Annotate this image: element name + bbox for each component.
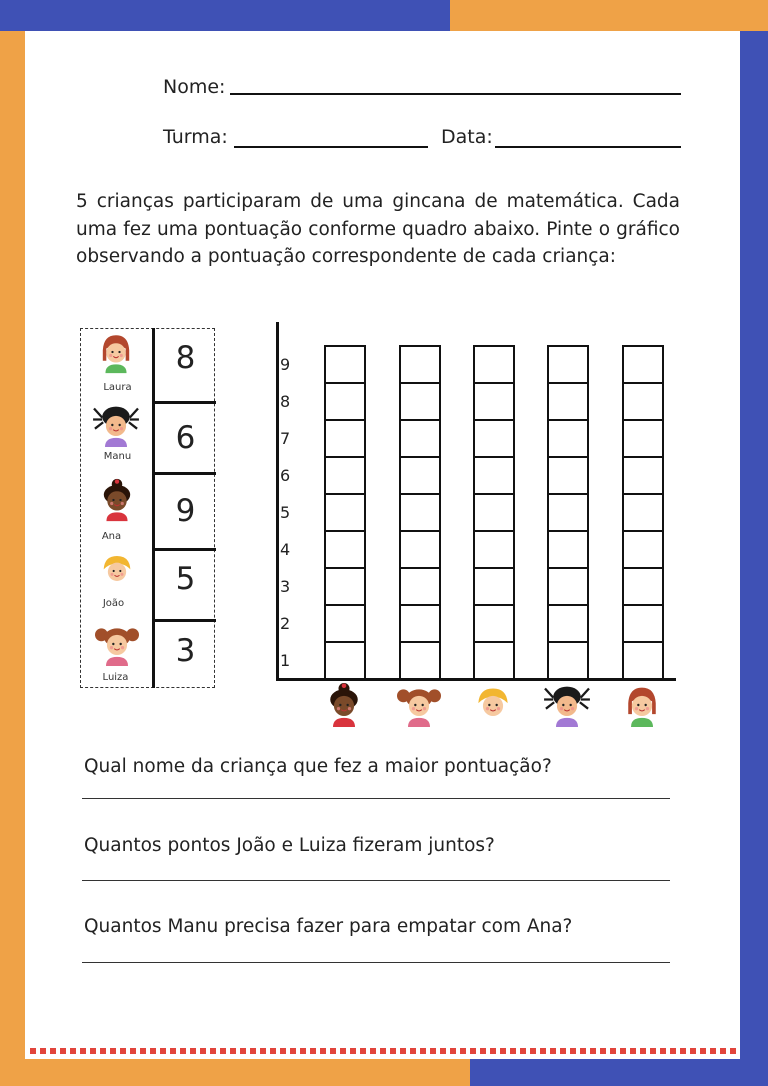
table-row-laura <box>81 330 154 401</box>
border-dash <box>720 1048 726 1054</box>
border-dash <box>460 1048 466 1054</box>
border-dash <box>590 1048 596 1054</box>
bar-cell[interactable] <box>473 641 515 680</box>
bar-cell[interactable] <box>547 641 589 680</box>
y-tick-label: 5 <box>280 503 291 522</box>
border-dash <box>680 1048 686 1054</box>
border-dash <box>280 1048 286 1054</box>
score-value: 8 <box>175 340 196 376</box>
border-dash <box>50 1048 56 1054</box>
border-dash <box>90 1048 96 1054</box>
bar-cell[interactable] <box>473 419 515 458</box>
bar-cell[interactable] <box>324 345 366 384</box>
bar-cell[interactable] <box>399 604 441 643</box>
bar-cell[interactable] <box>547 419 589 458</box>
border-dash <box>520 1048 526 1054</box>
row-divider <box>155 472 216 475</box>
border-dash <box>160 1048 166 1054</box>
border-dash <box>700 1048 706 1054</box>
date-label: Data: <box>441 126 493 148</box>
table-row-manu <box>81 403 154 472</box>
bar-cell[interactable] <box>622 493 664 532</box>
girl-braids-icon <box>543 683 591 727</box>
bar-cell[interactable] <box>547 567 589 606</box>
bar-cell[interactable] <box>547 456 589 495</box>
bar-cell[interactable] <box>622 530 664 569</box>
border-dash <box>210 1048 216 1054</box>
bar-cell[interactable] <box>324 567 366 606</box>
border-dash <box>150 1048 156 1054</box>
boy-blond-hair-icon <box>93 551 141 591</box>
border-dash <box>240 1048 246 1054</box>
border-dash <box>620 1048 626 1054</box>
bottom-orange-band <box>0 1059 470 1086</box>
class-label: Turma: <box>163 126 228 148</box>
child-name: Laura <box>103 382 132 393</box>
bar-cell[interactable] <box>324 456 366 495</box>
bar-cell[interactable] <box>324 419 366 458</box>
border-dash <box>610 1048 616 1054</box>
girl-curly-hair-icon <box>320 683 368 727</box>
border-dash <box>100 1048 106 1054</box>
border-dash <box>660 1048 666 1054</box>
y-tick-label: 9 <box>280 355 291 374</box>
border-dash <box>390 1048 396 1054</box>
border-dash <box>310 1048 316 1054</box>
border-dash <box>70 1048 76 1054</box>
row-divider <box>155 619 216 622</box>
border-dash <box>730 1048 736 1054</box>
bar-cell[interactable] <box>324 493 366 532</box>
bar-cell[interactable] <box>547 493 589 532</box>
border-dash <box>480 1048 486 1054</box>
name-label: Nome: <box>163 76 226 98</box>
bar-cell[interactable] <box>622 641 664 680</box>
border-dash <box>80 1048 86 1054</box>
top-left-blue-band <box>0 0 450 31</box>
border-dash <box>400 1048 406 1054</box>
y-tick-label: 3 <box>280 577 291 596</box>
child-name: João <box>102 598 125 609</box>
border-dash <box>670 1048 676 1054</box>
bar-cell[interactable] <box>622 345 664 384</box>
bar-cell[interactable] <box>399 641 441 680</box>
girl-braids-icon <box>91 403 141 447</box>
border-dash <box>550 1048 556 1054</box>
bar-cell[interactable] <box>324 382 366 421</box>
border-dash <box>30 1048 36 1054</box>
score-value: 6 <box>175 420 196 456</box>
bar-cell[interactable] <box>622 382 664 421</box>
bar-cell[interactable] <box>547 382 589 421</box>
bar-cell[interactable] <box>324 604 366 643</box>
y-tick-label: 1 <box>280 651 291 670</box>
table-row-ana <box>81 475 154 548</box>
border-dash <box>490 1048 496 1054</box>
child-name: Luiza <box>102 672 129 683</box>
bar-cell[interactable] <box>399 456 441 495</box>
border-dash <box>140 1048 146 1054</box>
border-dash <box>690 1048 696 1054</box>
question-2: Quantos pontos João e Luiza fizeram juntos? <box>84 835 495 856</box>
border-dash <box>420 1048 426 1054</box>
question-1: Qual nome da criança que fez a maior pontuação? <box>84 756 552 777</box>
y-axis <box>276 322 279 681</box>
girl-pigtails-icon <box>93 622 141 666</box>
table-row-luiza <box>81 622 154 686</box>
bar-cell[interactable] <box>622 419 664 458</box>
bar-cell[interactable] <box>473 345 515 384</box>
bar-cell[interactable] <box>324 530 366 569</box>
border-dash <box>260 1048 266 1054</box>
border-dash <box>350 1048 356 1054</box>
child-name: Ana <box>101 531 122 542</box>
border-dash <box>650 1048 656 1054</box>
border-dash <box>270 1048 276 1054</box>
border-dash <box>530 1048 536 1054</box>
border-dash <box>500 1048 506 1054</box>
boy-blond-hair-icon <box>469 683 517 727</box>
bar-cell[interactable] <box>547 604 589 643</box>
border-dash <box>710 1048 716 1054</box>
border-dash <box>250 1048 256 1054</box>
child-name: Manu <box>103 451 132 462</box>
name-field[interactable] <box>230 93 681 95</box>
y-tick-label: 8 <box>280 392 291 411</box>
border-dash <box>510 1048 516 1054</box>
girl-red-hair-icon <box>618 683 666 727</box>
border-dash <box>290 1048 296 1054</box>
bar-cell[interactable] <box>324 641 366 680</box>
border-dash <box>340 1048 346 1054</box>
bottom-blue-band <box>470 1059 768 1086</box>
answer-field-2[interactable] <box>82 880 670 881</box>
border-dash <box>300 1048 306 1054</box>
border-dash <box>580 1048 586 1054</box>
border-dash <box>170 1048 176 1054</box>
bar-cell[interactable] <box>399 530 441 569</box>
border-dash <box>380 1048 386 1054</box>
date-field[interactable] <box>495 146 681 148</box>
border-dash <box>110 1048 116 1054</box>
class-field[interactable] <box>234 146 428 148</box>
bar-cell[interactable] <box>547 345 589 384</box>
bar-cell[interactable] <box>399 345 441 384</box>
top-right-orange-band <box>450 0 768 31</box>
bar-cell[interactable] <box>547 530 589 569</box>
instructions-text: 5 crianças participaram de uma gincana de matemática. Cada uma fez uma pontuação conforme quadro abaixo. Pinte o gráfico observando a pontuação correspondente de cada criança: <box>76 191 680 267</box>
bar-cell[interactable] <box>399 382 441 421</box>
row-divider <box>155 548 216 551</box>
score-value: 5 <box>175 561 196 597</box>
border-dash <box>220 1048 226 1054</box>
bar-cell[interactable] <box>622 456 664 495</box>
row-divider <box>155 401 216 404</box>
score-value: 9 <box>175 493 196 529</box>
girl-red-hair-icon <box>94 330 138 374</box>
border-dash <box>540 1048 546 1054</box>
y-tick-label: 6 <box>280 466 291 485</box>
border-dash <box>370 1048 376 1054</box>
border-dash <box>570 1048 576 1054</box>
bar-cell[interactable] <box>399 419 441 458</box>
border-dash <box>330 1048 336 1054</box>
answer-field-3[interactable] <box>82 962 670 963</box>
border-dash <box>470 1048 476 1054</box>
y-tick-label: 2 <box>280 614 291 633</box>
border-dash <box>450 1048 456 1054</box>
y-tick-label: 4 <box>280 540 291 559</box>
border-dash <box>120 1048 126 1054</box>
y-tick-label: 7 <box>280 429 291 448</box>
bar-cell[interactable] <box>473 604 515 643</box>
bar-cell[interactable] <box>473 567 515 606</box>
border-dash <box>60 1048 66 1054</box>
bar-cell[interactable] <box>473 382 515 421</box>
bar-cell[interactable] <box>399 493 441 532</box>
border-dash <box>640 1048 646 1054</box>
bar-cell[interactable] <box>399 567 441 606</box>
question-3: Quantos Manu precisa fazer para empatar com Ana? <box>84 916 573 937</box>
girl-pigtails-icon <box>395 683 443 727</box>
score-value: 3 <box>175 633 196 669</box>
border-dash <box>130 1048 136 1054</box>
border-dash <box>190 1048 196 1054</box>
girl-curly-hair-icon <box>95 475 139 525</box>
border-dash <box>230 1048 236 1054</box>
border-dash <box>430 1048 436 1054</box>
bar-cell[interactable] <box>473 456 515 495</box>
border-dash <box>600 1048 606 1054</box>
left-orange-band <box>0 31 25 1059</box>
border-dash <box>630 1048 636 1054</box>
border-dash <box>40 1048 46 1054</box>
border-dash <box>410 1048 416 1054</box>
border-dash <box>560 1048 566 1054</box>
bar-cell[interactable] <box>622 567 664 606</box>
border-dash <box>320 1048 326 1054</box>
bar-cell[interactable] <box>473 530 515 569</box>
table-row-joao <box>81 551 154 619</box>
border-dash <box>200 1048 206 1054</box>
bar-cell[interactable] <box>473 493 515 532</box>
right-blue-band <box>740 31 768 1059</box>
bar-cell[interactable] <box>622 604 664 643</box>
border-dash <box>360 1048 366 1054</box>
border-dash <box>440 1048 446 1054</box>
border-dash <box>180 1048 186 1054</box>
answer-field-1[interactable] <box>82 798 670 799</box>
